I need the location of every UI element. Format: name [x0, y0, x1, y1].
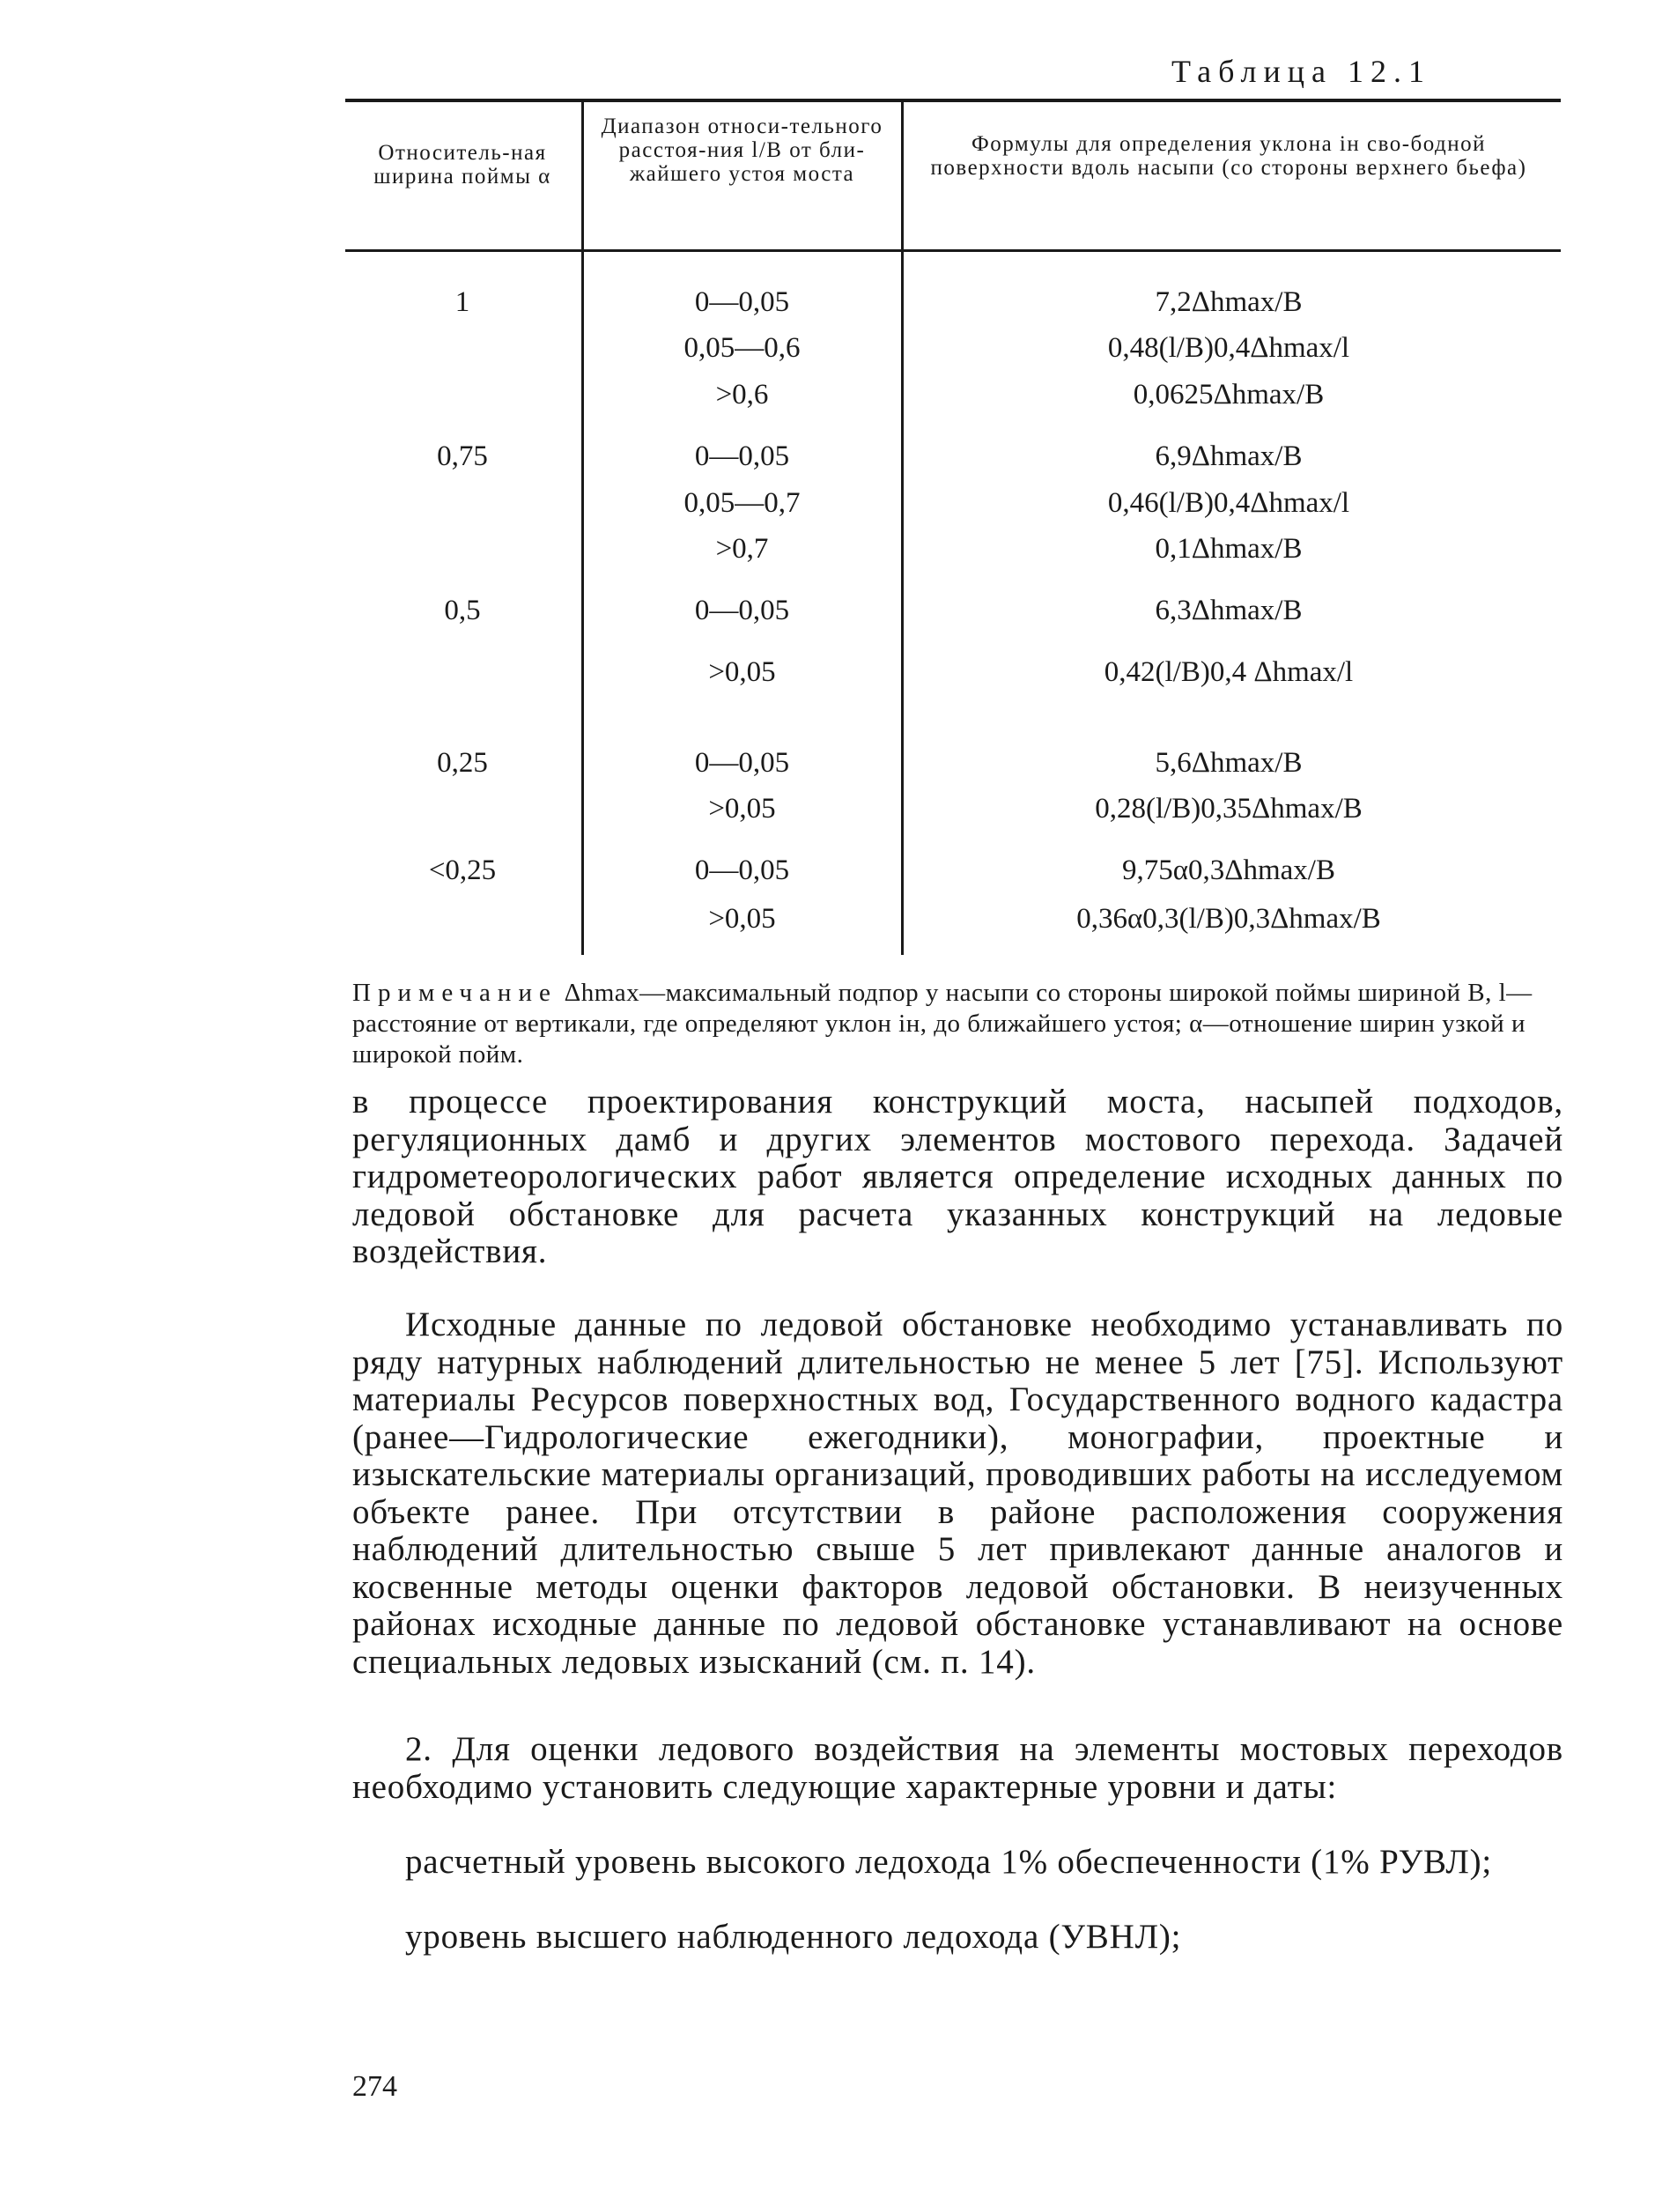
cell-range: 0,05—0,6 [683, 332, 801, 364]
cell-formula: 6,9Δhmax/B [1155, 440, 1303, 472]
cell-formula: 0,1Δhmax/B [1155, 533, 1303, 565]
cell-a: <0,25 [428, 854, 497, 886]
cell-range: >0,05 [708, 656, 776, 688]
cell-formula: 5,6Δhmax/B [1155, 747, 1303, 779]
cell-formula: 0,28(l/B)0,35Δhmax/B [1095, 793, 1363, 825]
paragraph: расчетный уровень высокого ледохода 1% обеспеченности (1% РУВЛ); [405, 1843, 1493, 1881]
paragraph: в процессе проектирования конструкций моста, насыпей подходов, регуляционных дамб и других элементов мостового перехода. Задачей гидрометеорологических работ является определение исходных данных по ледовой обстановке для расчета указанных конструкций на ледовые воздействия. [352, 1083, 1563, 1270]
cell-a: 0,25 [437, 747, 488, 779]
cell-range: 0—0,05 [694, 286, 790, 318]
cell-formula: 0,36α0,3(l/B)0,3Δhmax/B [1076, 903, 1381, 935]
cell-range: >0,6 [715, 379, 769, 411]
note-label: Примечание [352, 979, 558, 1007]
cell-formula: 0,0625Δhmax/B [1133, 379, 1325, 411]
cell-formula: 7,2Δhmax/B [1155, 286, 1303, 318]
header-formula: Формулы для определения уклона iн сво-бодной поверхности вдоль насыпи (со стороны верхнего бьефа) [930, 132, 1527, 180]
header-range: Диапазон относи-тельного расстоя-ния l/B от бли-жайшего устоя моста [601, 115, 883, 186]
cell-a: 0,75 [437, 440, 488, 472]
cell-formula: 0,46(l/B)0,4Δhmax/l [1107, 487, 1350, 519]
table-header-rule [345, 249, 1561, 252]
cell-range: >0,05 [708, 903, 776, 935]
cell-range: 0,05—0,7 [683, 487, 801, 519]
cell-range: 0—0,05 [694, 747, 790, 779]
table-note [352, 978, 1559, 1070]
paragraph: Исходные данные по ледовой обстановке необходимо устанавливать по ряду натурных наблюдений длительностью не менее 5 лет [75]. Используют материалы Ресурсов поверхностных вод, Государственного водного кадастра (ранее—Гидрологические ежегодники), монографии, проектные и изыскательские материалы организаций, проводивших работы на исследуемом объекте ранее. При отсутствии в районе расположения сооружения наблюдений длительностью свыше 5 лет привлекают данные аналогов и косвенные методы оценки факторов ледовой обстановки. В неизученных районах исходные данные по ледовой обстановке устанавливают на основе специальных ледовых изысканий (см. п. 14). [352, 1306, 1563, 1681]
table-caption: Таблица 12.1 [1171, 54, 1431, 89]
note-text: Δhmax—максимальный подпор у насыпи со стороны широкой поймы шириной B, l—расстояние от вертикали, где определяют уклон iн, до ближайшего устоя; α—отношение ширин узкой и широкой пойм. [352, 979, 1533, 1069]
cell-range: 0—0,05 [694, 595, 790, 626]
paragraph: уровень высшего наблюденного ледохода (УВНЛ); [405, 1918, 1182, 1956]
cell-formula: 6,3Δhmax/B [1155, 595, 1303, 626]
cell-range: >0,05 [708, 793, 776, 825]
cell-a: 0,5 [444, 595, 481, 626]
cell-range: 0—0,05 [694, 854, 790, 886]
cell-range: >0,7 [715, 533, 769, 565]
column-divider-2 [901, 102, 904, 955]
page-number: 274 [352, 2070, 397, 2103]
cell-formula: 0,42(l/B)0,4 Δhmax/l [1104, 656, 1354, 688]
cell-a: 1 [454, 286, 470, 318]
table-top-rule [345, 99, 1561, 102]
column-divider-1 [581, 102, 584, 955]
cell-formula: 9,75α0,3Δhmax/B [1121, 854, 1335, 886]
paragraph: 2. Для оценки ледового воздействия на элементы мостовых переходов необходимо установить следующие характерные уровни и даты: [352, 1730, 1563, 1806]
cell-range: 0—0,05 [694, 440, 790, 472]
header-width: Относитель-ная ширина поймы α [373, 141, 551, 189]
cell-formula: 0,48(l/B)0,4Δhmax/l [1107, 332, 1350, 364]
